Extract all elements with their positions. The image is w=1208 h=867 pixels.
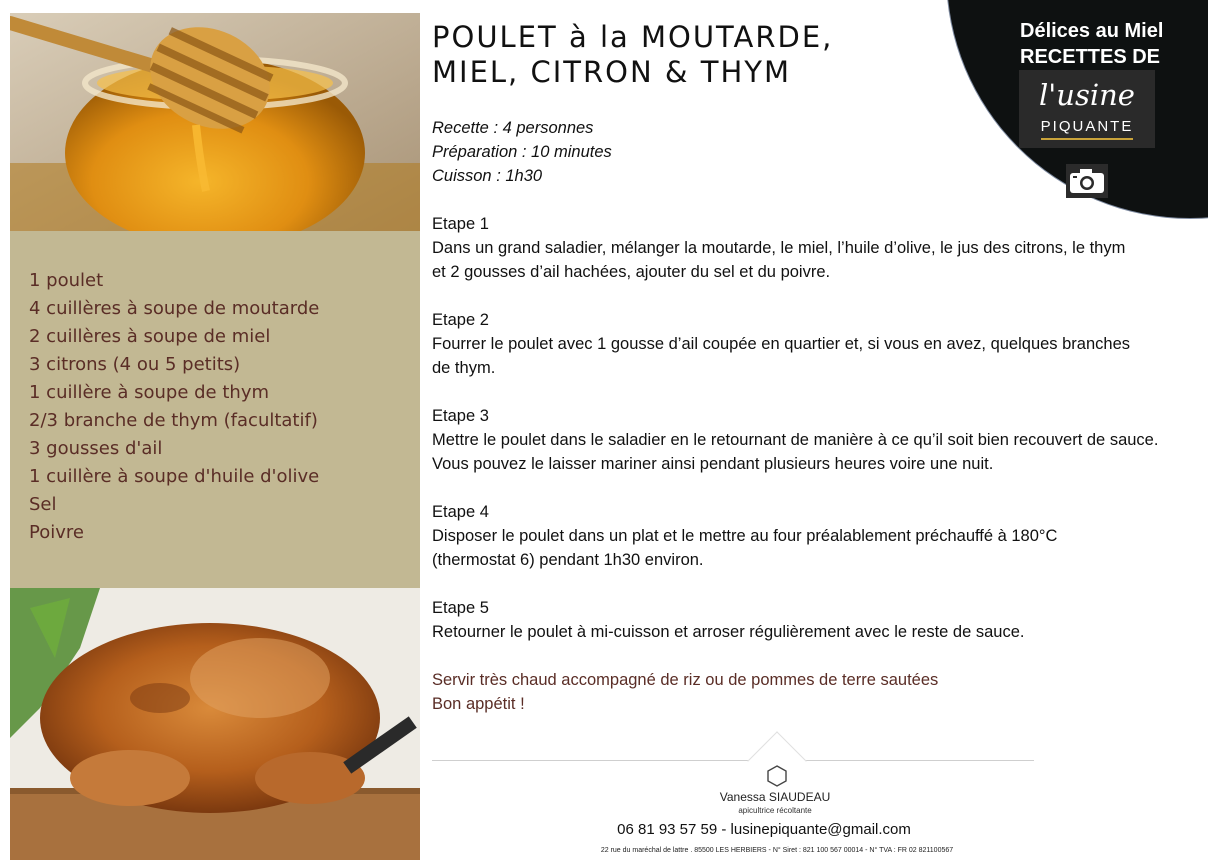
cooking-text: Cuisson : 1h30 [432,167,543,185]
footer-divider [432,760,1034,761]
step-title: Etape 3 [432,407,489,425]
ingredient-item: Poivre [29,522,84,543]
step-text: Disposer le poulet dans un plat et le mettre au four préalablement préchauffé à 180°C (thermostat 6) pendant 1h30 environ. [432,527,1058,569]
step-4 [432,500,1192,572]
step-1 [432,212,1192,284]
step-title: Etape 5 [432,599,489,617]
step-title: Etape 2 [432,311,489,329]
ingredient-item: 3 citrons (4 ou 5 petits) [29,354,241,375]
ingredients-panel [10,231,420,588]
ingredient-item: 1 poulet [29,270,104,291]
step-text: Retourner le poulet à mi-cuisson et arroser régulièrement avec le reste de sauce. [432,623,1025,641]
bon-appetit-text: Bon appétit ! [432,695,525,713]
footer-name: Vanessa SIAUDEAU [719,790,831,804]
recipe-title-line1: POULET à la MOUTARDE, [432,20,834,54]
ingredient-item: 2/3 branche de thym (facultatif) [29,410,318,431]
recipe-meta [432,116,612,188]
ingredient-item: 1 cuillère à soupe de thym [29,382,270,403]
roast-chicken-illustration [10,588,420,860]
ingredient-item: 4 cuillères à soupe de moutarde [29,298,320,319]
serving-suggestion [432,668,938,716]
preparation-text: Préparation : 10 minutes [432,143,612,161]
camera-button[interactable] [1066,164,1108,198]
ingredient-item: 2 cuillères à soupe de miel [29,326,271,347]
serving-text: Servir très chaud accompagné de riz ou de pommes de terre sautées [432,671,939,689]
badge-title: Délices au Miel [1020,20,1164,42]
step-3 [432,404,1192,476]
recipe-title-line2: MIEL, CITRON & THYM [432,55,791,89]
badge-subtitle: RECETTES DE [1020,46,1161,68]
step-2 [432,308,1192,380]
camera-icon [1066,164,1108,198]
step-text: Dans un grand saladier, mélanger la moutarde, le miel, l’huile d’olive, le jus des citrons, le thym et 2 gousses d’ail hachées, ajouter du sel et du poivre. [432,239,1126,281]
ingredient-item: 1 cuillère à soupe d'huile d'olive [29,466,320,487]
servings-text: Recette : 4 personnes [432,119,594,137]
ingredient-item: 3 gousses d'ail [29,438,163,459]
step-text: Mettre le poulet dans le saladier en le retournant de manière à ce qu’il soit bien recouvert de sauce. Vous pouvez le laisser mariner ainsi pendant plusieurs heures voire une nuit. [432,431,1159,473]
logo-wordmark: l'usine [1039,78,1135,112]
honey-jar-illustration [10,13,420,231]
logo-subtitle: PIQUANTE [1040,118,1134,135]
footer-address: 22 rue du maréchal de lattre . 85500 LES HERBIERS - N° Siret : 821 100 567 00014 - N° TVA : FR 02 821100567 [600,847,954,854]
footer-contact[interactable]: 06 81 93 57 59 - lusinepiquante@gmail.com [617,821,911,838]
ingredients-list [29,267,319,547]
hexagon-icon [766,764,788,788]
step-title: Etape 4 [432,503,489,521]
step-text: Fourrer le poulet avec 1 gousse d’ail coupée en quartier et, si vous en avez, quelques branches de thym. [432,335,1131,377]
footer-role: apicultrice récoltante [738,806,812,815]
step-title: Etape 1 [432,215,489,233]
recipe-steps [432,212,1192,668]
roast-chicken-photo [10,588,420,860]
ingredient-item: Sel [29,494,57,515]
brand-logo [1019,70,1155,148]
step-5 [432,596,1192,644]
recipe-title [432,20,833,90]
honey-jar-photo [10,13,420,231]
logo-underline [1041,138,1133,140]
